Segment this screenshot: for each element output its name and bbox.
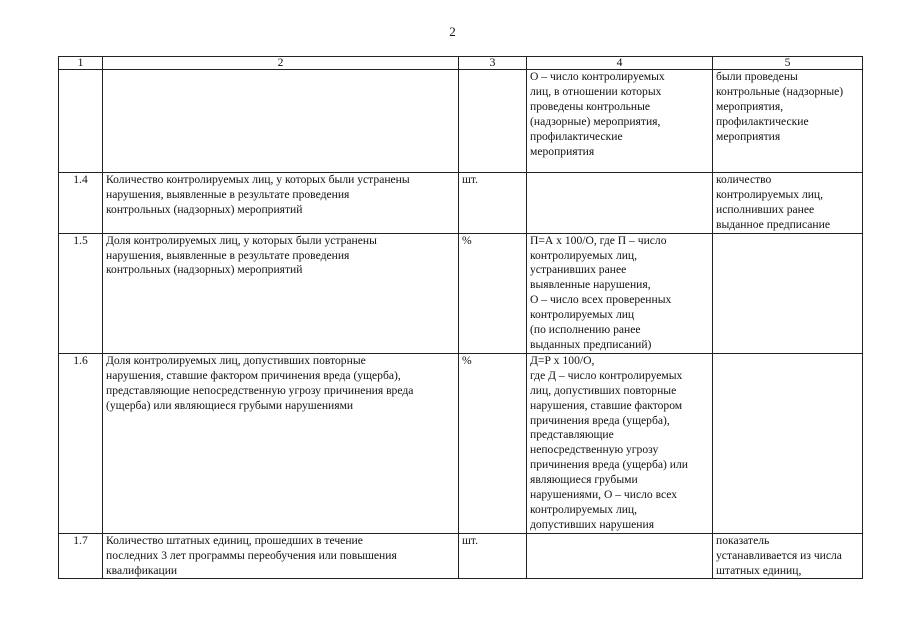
row-number: 1.4 <box>59 173 103 234</box>
table-row <box>59 353 863 533</box>
formula: О – число контролируемых лиц, в отношении которых проведены контрольные (надзорные) мероприятия, профилактические мероприятия <box>527 70 713 173</box>
table-row <box>59 233 863 353</box>
unit <box>459 70 527 173</box>
table-row <box>59 70 863 173</box>
table-row <box>59 173 863 234</box>
unit: % <box>459 233 527 353</box>
page-number: 2 <box>449 24 456 39</box>
column-header-3: 3 <box>459 57 527 70</box>
indicator-name: Доля контролируемых лиц, допустивших повторные нарушения, ставшие фактором причинения вреда (ущерба), представляющие непосредственную угрозу причинения вреда (ущерба) или являющиеся грубыми нарушениями <box>103 353 459 533</box>
indicator-name: Количество контролируемых лиц, у которых были устранены нарушения, выявленные в результате проведения контрольных (надзорных) мероприятий <box>103 173 459 234</box>
formula: П=А х 100/О, где П – число контролируемых лиц, устранивших ранее выявленные нарушения, О – число всех проверенных контролируемых лиц (по исполнению ранее выданных предписаний) <box>527 233 713 353</box>
indicator-name: Количество штатных единиц, прошедших в течение последних 3 лет программы переобучения или повышения квалификации <box>103 533 459 579</box>
unit: шт. <box>459 533 527 579</box>
table-row <box>59 533 863 579</box>
note: были проведены контрольные (надзорные) мероприятия, профилактические мероприятия <box>713 70 863 173</box>
note <box>713 233 863 353</box>
row-number <box>59 70 103 173</box>
column-header-2: 2 <box>103 57 459 70</box>
row-number: 1.7 <box>59 533 103 579</box>
indicators-table <box>58 56 863 579</box>
note <box>713 353 863 533</box>
column-header-1: 1 <box>59 57 103 70</box>
note: показатель устанавливается из числа штатных единиц, <box>713 533 863 579</box>
formula <box>527 533 713 579</box>
indicator-name <box>103 70 459 173</box>
formula <box>527 173 713 234</box>
formula: Д=Р х 100/О, где Д – число контролируемых лиц, допустивших повторные нарушения, ставшие фактором причинения вреда (ущерба), представляющие непосредственную угрозу причинения вреда (ущерба) или являющиеся грубыми нарушениями, О – число всех контролируемых лиц, допустивших нарушения <box>527 353 713 533</box>
column-header-4: 4 <box>527 57 713 70</box>
indicator-name: Доля контролируемых лиц, у которых были устранены нарушения, выявленные в результате проведения контрольных (надзорных) мероприятий <box>103 233 459 353</box>
table-header-row <box>59 57 863 70</box>
column-header-5: 5 <box>713 57 863 70</box>
row-number: 1.5 <box>59 233 103 353</box>
unit: шт. <box>459 173 527 234</box>
note: количество контролируемых лиц, исполнивших ранее выданное предписание <box>713 173 863 234</box>
unit: % <box>459 353 527 533</box>
row-number: 1.6 <box>59 353 103 533</box>
